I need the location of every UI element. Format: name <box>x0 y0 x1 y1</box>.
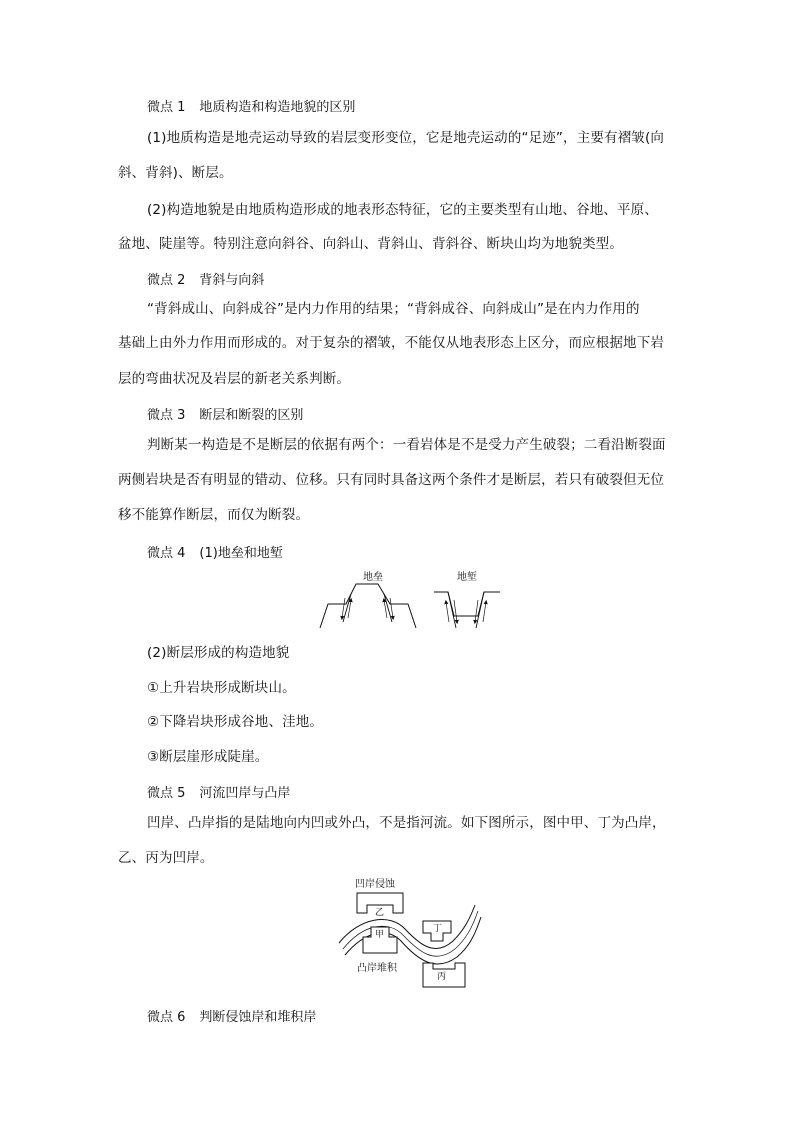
paragraph-line: 凹岸、凸岸指的是陆地向内凹或外凸，不是指河流。如下图所示，图中甲、丁为凸岸， <box>147 815 666 831</box>
paragraph-line: 移不能算作断层，而仅为断裂。 <box>118 507 310 523</box>
deposition-label: 凸岸堆积 <box>357 963 397 974</box>
up-arrow <box>446 602 449 622</box>
paragraph-line: 层的弯曲状况及岩层的新老关系判断。 <box>118 371 351 387</box>
paragraph-line: ②下降岩块形成谷地、洼地。 <box>147 714 324 730</box>
paragraph-line: 斜、背斜)、断层。 <box>118 165 233 181</box>
paragraph-line: ③断层崖形成陡崖。 <box>147 749 269 765</box>
horst-label: 地垒 <box>363 572 383 583</box>
paragraph-line: 判断某一构造是不是断层的依据有两个：一看岩体是不是受力产生破裂；二看沿断裂面 <box>147 437 666 453</box>
paragraph-line: (2)构造地貌是由地质构造形成的地表形态特征，它的主要类型有山地、谷地、平原、 <box>147 202 658 218</box>
yi-label: 乙 <box>375 908 385 918</box>
bing-label: 丙 <box>437 972 447 982</box>
horst-outline <box>320 584 416 628</box>
graben-outline <box>434 592 500 616</box>
section-heading-5: 微点 5 河流凹岸与凸岸 <box>147 786 291 801</box>
erosion-label: 凹岸侵蚀 <box>355 879 395 890</box>
paragraph-line: 乙、丙为凹岸。 <box>118 850 214 866</box>
section-heading-2: 微点 2 背斜与向斜 <box>147 273 265 288</box>
down-arrow <box>475 600 478 622</box>
down-arrow <box>454 600 457 622</box>
section-heading-4: 微点 4 (1)地垒和地堑 <box>147 546 283 561</box>
paragraph-line: 盆地、陡崖等。特别注意向斜谷、向斜山、背斜山、背斜谷、断块山均为地貌类型。 <box>118 236 624 252</box>
paragraph-line: ①上升岩块形成断块山。 <box>147 680 296 696</box>
river-bank-diagram <box>335 875 485 995</box>
section-heading-1: 微点 1 地质构造和构造地貌的区别 <box>147 100 356 115</box>
up-arrow <box>483 602 486 622</box>
graben-label: 地堑 <box>457 572 477 583</box>
horst-graben-diagram <box>310 570 510 632</box>
paragraph-line: 基础上由外力作用而形成的。对于复杂的褶皱，不能仅从地表形态上区分，而应根据地下岩 <box>118 335 664 351</box>
ding-label: 丁 <box>433 924 443 934</box>
paragraph-line: “背斜成山、向斜成谷”是内力作用的结果；“背斜成谷、向斜成山”是在内力作用的 <box>147 301 640 317</box>
jia-label: 甲 <box>375 930 385 940</box>
paragraph-line: (1)地质构造是地壳运动导致的岩层变形变位，它是地壳运动的“足迹”，主要有褶皱(向 <box>147 130 665 146</box>
section-heading-3: 微点 3 断层和断裂的区别 <box>147 408 304 423</box>
paragraph-line: (2)断层形成的构造地貌 <box>147 645 290 661</box>
section-heading-6: 微点 6 判断侵蚀岸和堆积岸 <box>147 1010 317 1025</box>
paragraph-line: 两侧岩块是否有明显的错动、位移。只有同时具备这两个条件才是断层，若只有破裂但无位 <box>118 472 664 488</box>
